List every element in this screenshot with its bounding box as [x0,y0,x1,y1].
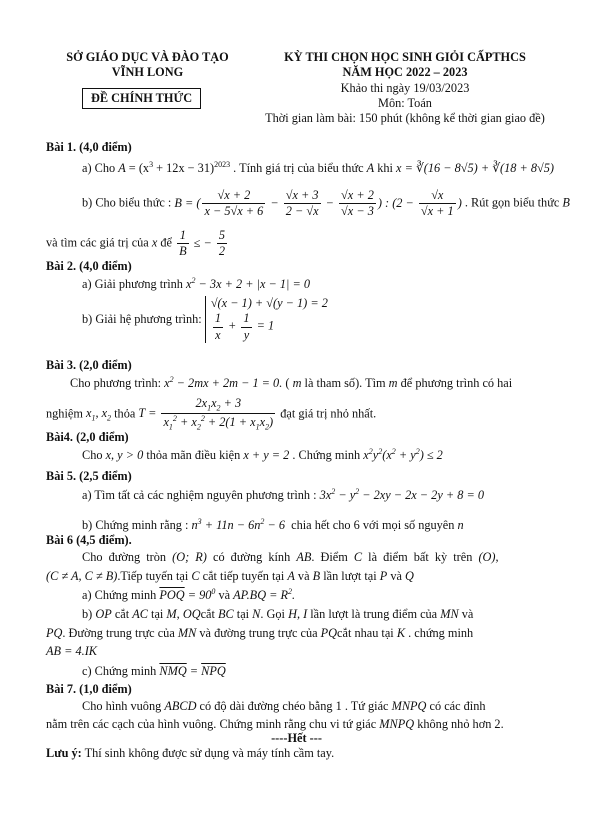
text: b) Giải hệ phương trình: [82,311,202,326]
var: MNPQ [391,699,427,713]
formula-x: x = ∛(16 − 8√5) + ∛(18 + 8√5) [396,161,555,176]
equation-system: √(x − 1) + √(y − 1) = 2 $\frac{1}{x}$ + $\frac{1}{y}$ = 1 [205,296,328,343]
text: b) Cho biểu thức : [82,195,172,210]
problem-7-line1 [82,699,486,714]
var: AB [296,550,312,564]
exam-duration: Thời gian làm bài: 150 phút (không kể thời gian giao đề) [265,111,545,126]
problem-6b-line3: AB = 4.IK [46,644,97,658]
var: MN [440,607,459,621]
exam-header [235,50,575,127]
province-line: VĨNH LONG [111,65,184,80]
var: m [388,376,398,391]
text: và [461,607,474,621]
note-text: Thí sinh không được sử dụng và máy tính cầm tay. [84,746,335,760]
department-name [40,50,255,81]
problem-6c [82,664,226,679]
text: tại [151,607,164,621]
text: cắt tiếp tuyến tại [202,569,285,583]
formula: x + y = 2 [243,448,290,463]
var: BC [218,607,234,621]
text: khi [377,161,393,176]
problem-6-line1 [82,550,557,565]
text: và tìm các giá trị của [46,235,149,250]
problem-1a: a) Cho $A = (x^3 + 12x - 31)^{2023}$ . Tính giá trị của biểu thức A khi x = ∛(16 − 8√5) + ∛(18 + 8√5) [82,160,555,176]
text: nghiệm [46,406,83,421]
text: . Gọi [260,607,285,621]
formula: $\overline{NMQ} = \overline{NPQ}$ [159,664,226,678]
text: tại [236,607,250,621]
var: $x_1$, $x_2$ [85,406,112,423]
text: , [176,607,180,621]
formula: (O), [478,550,499,564]
text: . Chứng minh [292,448,361,463]
text: .Tiếp tuyến tại [117,569,189,583]
var: n [457,518,464,533]
text: chia hết cho 6 với mọi số nguyên [291,518,455,533]
problem-5b [82,517,464,533]
var: MNPQ [379,717,415,731]
problem-3-line1 [70,375,512,391]
formula-A: A [118,161,126,176]
text: Cho đường tròn [82,550,167,564]
text: nằm trên các cạch của hình vuông. Chứng minh rằng chu vi tứ giác [46,717,377,731]
text: là điểm bất kỳ trên [368,550,473,564]
formula: $n^3 + 11n - 6n^2 - 6$ [191,517,285,533]
formula: x, y > 0 [105,448,144,463]
formula: $x^2 - 3x + 2 + |x - 1| = 0$ [186,276,310,292]
exam-title: KỲ THI CHỌN HỌC SINH GIỎI CẤPTHCS [284,50,526,64]
problem-2-title: Bài 2. (4,0 điểm) [46,259,132,273]
text: cắt [200,607,215,621]
formula: $x^2 - 2mx + 2m - 1 = 0$. [164,375,283,391]
text: a) Tìm tất cả các nghiệm nguyên phương trình : [82,488,317,503]
formula: (C ≠ A, C ≠ B) [46,569,118,583]
formula: (O; R) [172,550,207,564]
text: a) Cho [82,161,116,176]
formula: $x^2y^2(x^2 + y^2) \le 2$ [363,447,443,463]
problem-3-line2 [46,396,376,433]
text: Cho hình vuông [82,699,162,713]
note [46,746,334,761]
text: b) [82,607,93,621]
text: lần lượt là trung điểm của [310,607,438,621]
text: cắt nhau tại [337,626,394,640]
var: B [562,195,570,210]
text: a) Giải phương trình [82,277,183,292]
text: cắt [114,607,130,621]
end-marker: ----Hết --- [271,731,322,745]
var: MN [177,626,197,640]
var: OQ [182,607,201,621]
formula: $\overline{POQ} = 90^0$ [159,587,216,603]
formula: $3x^2 - y^2 - 2xy - 2x - 2y + 8 = 0$ [319,487,484,503]
text: . Đường trung trực của [62,626,175,640]
text: và [218,588,231,603]
problem-6-title: Bài 6 (4,5 điểm). [46,533,132,547]
text: để phương trình có hai [400,376,513,391]
problem-5-title: Bài 5. (2,5 điểm) [46,469,132,483]
var: C [191,569,200,583]
problem-6a [82,587,295,603]
problem-2a [82,276,310,292]
text: Cho phương trình: [70,376,162,391]
text: và [297,569,310,583]
var: AC [132,607,148,621]
text: và [390,569,402,583]
formula: $AP.BQ = R^2$. [233,587,296,603]
exam-date: Khảo thi ngày 19/03/2023 [340,80,470,95]
text: a) Chứng minh [82,588,157,603]
problem-1-title: Bài 1. (4,0 điểm) [46,140,132,154]
problem-4-line1 [82,447,443,463]
text: c) Chứng minh [82,664,157,678]
text: và đường trung trực của [199,626,318,640]
var: A [287,569,295,583]
text: . chứng minh [408,626,474,640]
problem-3-title: Bài 3. (2,0 điểm) [46,358,132,372]
problem-6-line2 [46,569,414,584]
problem-5a [82,487,484,503]
text: . Rút gọn biểu thức [464,195,560,210]
var: M [166,607,177,621]
problem-2b [82,296,328,343]
text: Tính giá trị của biểu thức [239,161,364,176]
problem-7-title: Bài 7. (1,0 điểm) [46,682,132,696]
var: K [396,626,406,640]
var: OP [95,607,112,621]
var: PQ [320,626,338,640]
problem-6b-line2 [46,626,473,641]
text: có đường kính [213,550,291,564]
var: C [353,550,363,564]
var: m [292,376,302,391]
problem-1b-cont [46,228,229,260]
text: thỏa [114,406,136,421]
var: A [366,161,375,176]
var: B [312,569,321,583]
var: x [151,235,158,250]
formula-ineq: $\frac{1}{B}$ ≤ − $\frac{5}{2}$ [179,228,226,259]
exam-subject: Môn: Toán [378,96,432,111]
text: ( [285,376,290,391]
var: PQ [46,626,63,640]
problem-6b-line1 [82,607,473,622]
var: P [379,569,388,583]
text: không nhỏ hơn 2. [417,717,504,731]
note-label: Lưu ý: [46,746,82,760]
var: N [252,607,261,621]
text: có độ dài đường chéo bằng 1 . Tứ giác [199,699,389,713]
var: H, I [288,607,308,621]
text: là tham số). Tìm [304,376,386,391]
formula-B: B = ( $\frac{√x + 2}{x - 5√x + 6}$ − $\frac{√x + 3}{2 - √x}$ − $\frac{√x + 2}{√x - 3}$ ) : (2 − $\frac{√x}{√x + 1}$ ) [174,188,465,219]
var: ABCD [164,699,197,713]
problem-1b [82,188,570,220]
formula-T: T = $\frac{2x_1x_2 + 3}{x_1^2 + x_2^2 + 2(1 + x_1x_2)}$ [138,396,274,432]
official-exam-stamp: ĐỀ CHÍNH THỨC [82,88,201,109]
text: lần lượt tại [323,569,377,583]
text: đạt giá trị nhỏ nhất. [280,406,377,421]
var: Q [405,569,414,583]
text: Cho [82,448,103,463]
text: b) Chứng minh rằng : [82,518,189,533]
text: . Điểm [311,550,348,564]
school-year: NĂM HỌC 2022 – 2023 [342,65,468,80]
text: có các đỉnh [429,699,486,713]
text: để [160,235,172,250]
text: thỏa mãn điều kiện [146,448,241,463]
problem-4-title: Bài4. (2,0 điểm) [46,430,129,444]
department-line: SỞ GIÁO DỤC VÀ ĐÀO TẠO [66,50,229,64]
